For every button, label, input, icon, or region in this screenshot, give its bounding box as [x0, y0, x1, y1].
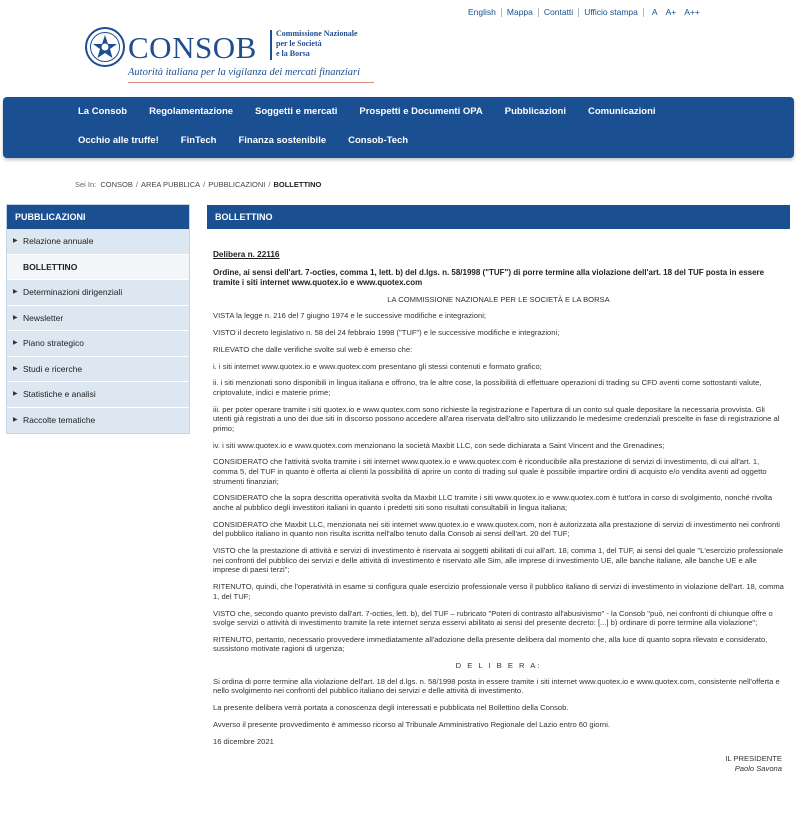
paragraph: CONSIDERATO che Maxbit LLC, menzionata nei siti internet www.quotex.io e www.quotex.com, non è autorizzata alla prestazione di servizi di investimento nei confronti del pubblico italiano in quanto non risulta iscritta nell'albo tenuto dalla Consob ai sensi dell'art. 20 del TUF;	[213, 519, 780, 539]
sidebar-item-newsletter[interactable]	[7, 306, 189, 332]
sidebar-title: PUBBLICAZIONI	[7, 205, 189, 229]
paragraph: VISTA la legge n. 216 del 7 giugno 1974 e le successive modifiche e integrazioni;	[213, 311, 486, 321]
document-body	[207, 250, 790, 774]
paragraph: Avverso il presente provvedimento è ammesso ricorso al Tribunale Amministrativo Regionale del Lazio entro 60 giorni.	[213, 720, 611, 729]
sidebar-item-piano-strategico[interactable]	[7, 331, 189, 357]
chevron-right-icon: ▶	[13, 340, 18, 346]
nav-prospetti-opa[interactable]: Prospetti e Documenti OPA	[359, 106, 483, 117]
chevron-right-icon: ▶	[13, 416, 18, 423]
paragraph: VISTO che la prestazione di attività e servizi di investimento è riservata ai soggetti abilitati di cui all'art. 18, comma 1, del TUF, ai sensi del quale "L'esercizio professionale nei confronti del pubblico dei servizi e delle attività di investimento è riservato alle Sim, alle imprese di investimento UE, alle banche italiane, alle banche UE e alle imprese di paesi terzi";	[213, 546, 784, 575]
sidebar	[6, 204, 190, 434]
sidebar-item-label: Determinazioni dirigenziali	[23, 287, 123, 297]
sidebar-item-label: Relazione annuale	[23, 236, 94, 246]
sidebar-item-studi-e-ricerche[interactable]	[7, 357, 189, 383]
delibera-number: Delibera n. 22116	[213, 250, 280, 259]
sidebar-item-label: Piano strategico	[23, 338, 84, 348]
nav-finanza-sostenibile[interactable]: Finanza sostenibile	[238, 135, 327, 146]
divider	[501, 8, 502, 17]
sidebar-item-label: Statistiche e analisi	[23, 389, 96, 399]
breadcrumb-item[interactable]: PUBBLICAZIONI	[208, 180, 266, 189]
brand-subtitle-line: Commissione Nazionale	[276, 29, 358, 38]
nav-occhio-alle-truffe[interactable]: Occhio alle truffe!	[78, 135, 159, 146]
paragraph: RITENUTO, pertanto, necessario provvedere immediatamente all'adozione della presente delibera dal momento che, alla luce di quanto sopra rilevato e considerato, sussistono motivate ragioni di urgenza;	[213, 634, 768, 654]
nav-soggetti-e-mercati[interactable]: Soggetti e mercati	[255, 106, 338, 117]
font-size-xlarge[interactable]: A++	[684, 7, 700, 17]
sidebar-item-label: BOLLETTINO	[23, 261, 78, 272]
sidebar-item-bollettino[interactable]	[7, 255, 189, 281]
delibera-heading: D E L I B E R A:	[455, 661, 542, 671]
sidebar-item-label: Newsletter	[23, 312, 64, 323]
link-english[interactable]: English	[468, 7, 496, 17]
paragraph: VISTO il decreto legislativo n. 58 del 24 febbraio 1998 ("TUF") e le successive modifiche e integrazioni;	[213, 327, 560, 337]
nav-la-consob[interactable]: La Consob	[78, 106, 128, 117]
breadcrumb-current: BOLLETTINO	[273, 180, 322, 189]
nav-regolamentazione[interactable]: Regolamentazione	[149, 106, 234, 117]
chevron-right-icon: ▶	[13, 314, 18, 321]
divider	[643, 8, 644, 17]
utility-links	[468, 7, 705, 17]
paragraph: La presente delibera verrà portata a conoscenza degli interessati e pubblicata nel Bollettino della Consob.	[213, 703, 569, 713]
brand-subtitle	[276, 29, 358, 59]
paragraph: VISTO che, secondo quanto previsto dall'art. 7-octies, lett. b), del TUF – rubricato "Poteri di contrasto all'abusivismo" - la Consob "può, nei confronti di chiunque offre o svolge servizi o attività di investimento tramite la rete internet senza esservi abilitato ai sensi del presente decreto: [...] b) ordinare di porre termine alla violazione";	[213, 608, 773, 628]
paragraph: Si ordina di porre termine alla violazione dell'art. 18 del d.lgs. n. 58/1998 posta in essere tramite i siti internet www.quotex.io e www.quotex.com, consistente nell'offerta e nello svolgimento nei confronti del pubblico italiano dei servizi e delle attività di investimento.	[213, 676, 780, 696]
nav-pubblicazioni[interactable]: Pubblicazioni	[504, 106, 566, 117]
paragraph: iv. i siti www.quotex.io e www.quotex.com menzionano la società Maxbit LLC, con sede dichiarata a Saint Vincent and the Grenadines;	[213, 440, 665, 450]
paragraph: CONSIDERATO che la sopra descritta operatività svolta da Maxbit LLC tramite i siti www.quotex.io e www.quotex.com è tutt'ora in corso di svolgimento, nonché rivolta anche al pubblico degli investitori italiani in quanto i predetti siti sono risultati consultabili in lingua italiana;	[213, 493, 773, 512]
breadcrumb-item[interactable]: CONSOB	[100, 180, 133, 189]
chevron-right-icon: ▶	[13, 238, 18, 244]
link-ufficio-stampa[interactable]: Ufficio stampa	[584, 7, 638, 17]
breadcrumb-separator: /	[268, 180, 271, 189]
sidebar-item-raccolte-tematiche[interactable]	[7, 408, 189, 434]
sidebar-item-label: Raccolte tematiche	[23, 414, 96, 425]
divider	[578, 8, 579, 17]
brand-subtitle-line: per le Società	[276, 39, 322, 48]
paragraph: ii. i siti menzionati sono disponibili in lingua italiana e offrono, tra le altre cose, la possibilità di effettuare operazioni di trading su CFD aventi come sottostanti valute, criptovalute, indici e materie prime;	[213, 378, 762, 397]
nav-consob-tech[interactable]: Consob-Tech	[348, 135, 409, 146]
brand-tagline: Autorità italiana per la vigilanza dei mercati finanziari	[128, 67, 361, 78]
brand-name: CONSOB	[128, 30, 257, 65]
paragraph: RITENUTO, quindi, che l'operatività in esame si configura quale esercizio professionale verso il pubblico italiano di servizi di investimento in violazione dell'art. 18, comma 1, del TUF;	[213, 582, 784, 601]
breadcrumb-label: Sei In:	[75, 180, 97, 189]
chevron-right-icon: ▶	[13, 365, 18, 372]
chevron-right-icon: ▶	[13, 289, 18, 295]
tagline-underline	[128, 82, 374, 83]
logo-divider	[270, 30, 272, 60]
emblem-icon	[84, 26, 126, 68]
signature-role: IL PRESIDENTE	[725, 754, 782, 764]
sidebar-item-relazione-annuale[interactable]	[7, 229, 189, 255]
main-navigation	[3, 97, 794, 158]
breadcrumb-separator: /	[135, 180, 138, 189]
signature	[213, 754, 784, 774]
breadcrumb-item[interactable]: AREA PUBBLICA	[140, 180, 201, 189]
breadcrumb	[75, 180, 321, 189]
sidebar-item-determinazioni[interactable]	[7, 280, 189, 306]
nav-comunicazioni[interactable]: Comunicazioni	[587, 106, 656, 117]
document-date: 16 dicembre 2021	[213, 736, 274, 746]
paragraph: iii. per poter operare tramite i siti quotex.io e www.quotex.com sono richieste la registrazione e l'apertura di un conto sul quale depositare la necessaria provvista. Gli utenti già registrati a uno dei due siti in discorso possono accedere all'area riservata dell'altro sito utilizzando le medesime credenziali prescelte in fase di registrazione al primo;	[213, 404, 780, 433]
link-mappa[interactable]: Mappa	[506, 7, 533, 17]
page-title: BOLLETTINO	[207, 205, 790, 229]
nav-row	[67, 106, 667, 117]
breadcrumb-separator: /	[203, 180, 206, 189]
chevron-right-icon: ▶	[13, 391, 18, 397]
nav-row	[67, 135, 419, 146]
paragraph: CONSIDERATO che l'attività svolta tramite i siti internet www.quotex.io e www.quotex.com è riconducibile alla prestazione di servizi di investimento, di cui all'art. 1, comma 5, del TUF in quanto è offerta ai clienti la possibilità di aprire un conto di trading sul quale è possibile impartire ordini di acquisto e/o vendita aventi ad oggetto strumenti finanziari;	[213, 457, 767, 486]
divider	[538, 8, 539, 17]
main-content	[207, 205, 790, 774]
delibera-subject: Ordine, ai sensi dell'art. 7-octies, comma 1, lett. b) del d.lgs. n. 58/1998 ("TUF") di porre termine alla violazione dell'art. 18 del TUF posta in essere tramite i siti internet www.quotex.io e www.quotex.com	[213, 267, 765, 287]
nav-fintech[interactable]: FinTech	[180, 135, 217, 146]
consob-logo[interactable]	[82, 24, 382, 88]
brand-subtitle-line: e la Borsa	[276, 49, 310, 58]
sidebar-item-label: Studi e ricerche	[23, 363, 83, 374]
font-size-normal[interactable]: A	[651, 7, 658, 17]
authority-heading: LA COMMISSIONE NAZIONALE PER LE SOCIETÀ E LA BORSA	[387, 294, 610, 304]
paragraph: i. i siti internet www.quotex.io e www.quotex.com presentano gli stessi contenuti e formato grafico;	[213, 361, 542, 371]
link-contatti[interactable]: Contatti	[543, 7, 574, 17]
sidebar-item-statistiche[interactable]	[7, 382, 189, 408]
font-size-large[interactable]: A+	[665, 7, 677, 17]
signature-name: Paolo Savona	[734, 764, 782, 774]
paragraph: RILEVATO che dalle verifiche svolte sul web è emerso che:	[213, 344, 413, 354]
